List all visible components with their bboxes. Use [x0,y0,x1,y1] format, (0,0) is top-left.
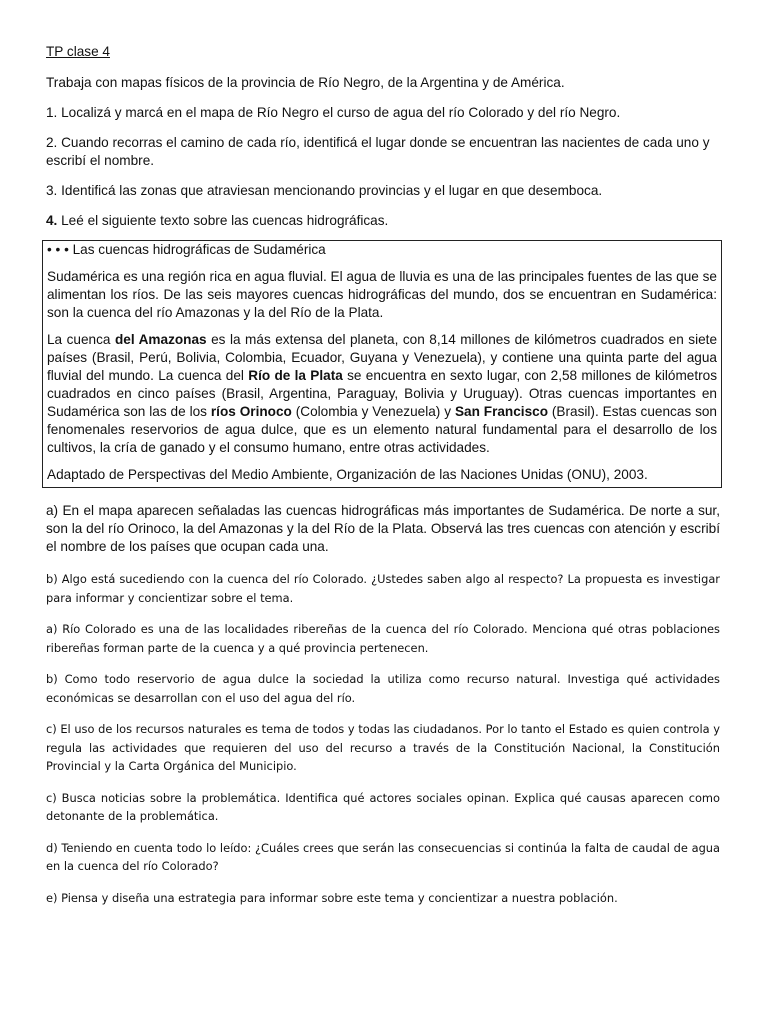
box-source: Adaptado de Perspectivas del Medio Ambiente, Organización de las Naciones Unidas (ONU), 2003. [47,467,648,482]
document-page [46,43,720,919]
question-b-d: d) Teniendo en cuenta todo lo leído: ¿Cuáles crees que serán las consecuencias si continúa la falta de caudal de agua en la cuenca del río Colorado? [46,840,720,873]
question-4-number: 4. [46,213,58,228]
question-b: b) Algo está sucediendo con la cuenca del río Colorado. ¿Ustedes saben algo al respecto? La propuesta es investigar para informar y concientizar sobre el tema. [46,572,720,605]
box-paragraph-2-run: San Francisco [454,404,548,419]
box-paragraph-1: Sudamérica es una región rica en agua fluvial. El agua de lluvia es una de las principales fuentes de las que se alimentan los ríos. De las seis mayores cuencas hidrográficas del mundo, dos se encuentran en Sudamérica: son la cuenca del río Amazonas y la del Río de la Plata. [47,269,717,320]
question-a: a) En el mapa aparecen señaladas las cuencas hidrográficas más importantes de Sudamérica. De norte a sur, son la del río Orinoco, la del Amazonas y la del Río de la Plata. Observá las tres cuencas con atención y escribí el nombre de los países que ocupan cada una. [46,503,720,554]
box-paragraph-2-run: es la más extensa del planeta, con 8,14 millones de kilómetros cuadrados en siete países (Brasil, Perú, Bolivia, Colombia, Ecuador, Guyana y Venezuela), y contiene una quinta parte del agua fluvial del mundo. La cuenca del [47,332,718,383]
question-2: 2. Cuando recorras el camino de cada río, identificá el lugar donde se encuentran las nacientes de cada uno y escribí el nombre. [46,135,710,168]
question-1: 1. Localizá y marcá en el mapa de Río Negro el curso de agua del río Colorado y del río Negro. [46,105,621,120]
question-3: 3. Identificá las zonas que atraviesan mencionando provincias y el lugar en que desemboca. [46,183,603,198]
page-title: TP clase 4 [46,44,110,59]
box-paragraph-2-run: (Colombia y Venezuela) y [291,404,455,419]
reading-text-box [42,240,722,488]
box-paragraph-2-run: se encuentra en sexto lugar, con 2,58 millones de kilómetros cuadrados en cinco países (Brasil, Argentina, Paraguay, Bolivia y Uruguay). Otras cuencas importantes en Sudamérica son las de los [47,368,717,419]
question-b-b: b) Como todo reservorio de agua dulce la sociedad la utiliza como recurso natural. Investiga qué actividades económicas se desarrollan con el uso del agua del río. [46,672,720,705]
question-b-c1: c) El uso de los recursos naturales es tema de todos y todas las ciudadanos. Por lo tanto el Estado es quien controla y regula las actividades que requieren del uso del recurso a través de la Constitución Nacional, la Constitución Provincial y la Carta Orgánica del Municipio. [46,722,720,773]
box-paragraph-2-run: del Amazonas [114,332,207,347]
box-paragraph-2-run: La cuenca [47,332,115,347]
box-paragraph-2-run: (Brasil). Estas cuencas son fenomenales reservorios de agua dulce, que es un elemento natural fundamental para el desarrollo de los cultivos, la cría de ganado y el consumo humano, entre otras actividades. [47,404,717,455]
intro-text: Trabaja con mapas físicos de la provincia de Río Negro, de la Argentina y de América. [46,75,565,90]
box-paragraph-2-run: Río de la Plata [248,368,343,383]
box-paragraph-2-run: ríos Orinoco [210,404,292,419]
box-heading: • • • Las cuencas hidrográficas de Sudamérica [47,242,326,257]
question-b-e: e) Piensa y diseña una estrategia para informar sobre este tema y concientizar a nuestra población. [46,890,618,905]
question-4-text: Leé el siguiente texto sobre las cuencas hidrográficas. [57,213,389,228]
question-b-c2: c) Busca noticias sobre la problemática. Identifica qué actores sociales opinan. Explica qué causas aparecen como detonante de la problemática. [46,790,720,823]
question-b-a: a) Río Colorado es una de las localidades ribereñas de la cuenca del río Colorado. Menciona qué otras poblaciones ribereñas forman parte de la cuenca y a qué provincia pertenecen. [46,622,720,655]
box-paragraph-2 [47,331,717,457]
question-4 [46,212,720,230]
